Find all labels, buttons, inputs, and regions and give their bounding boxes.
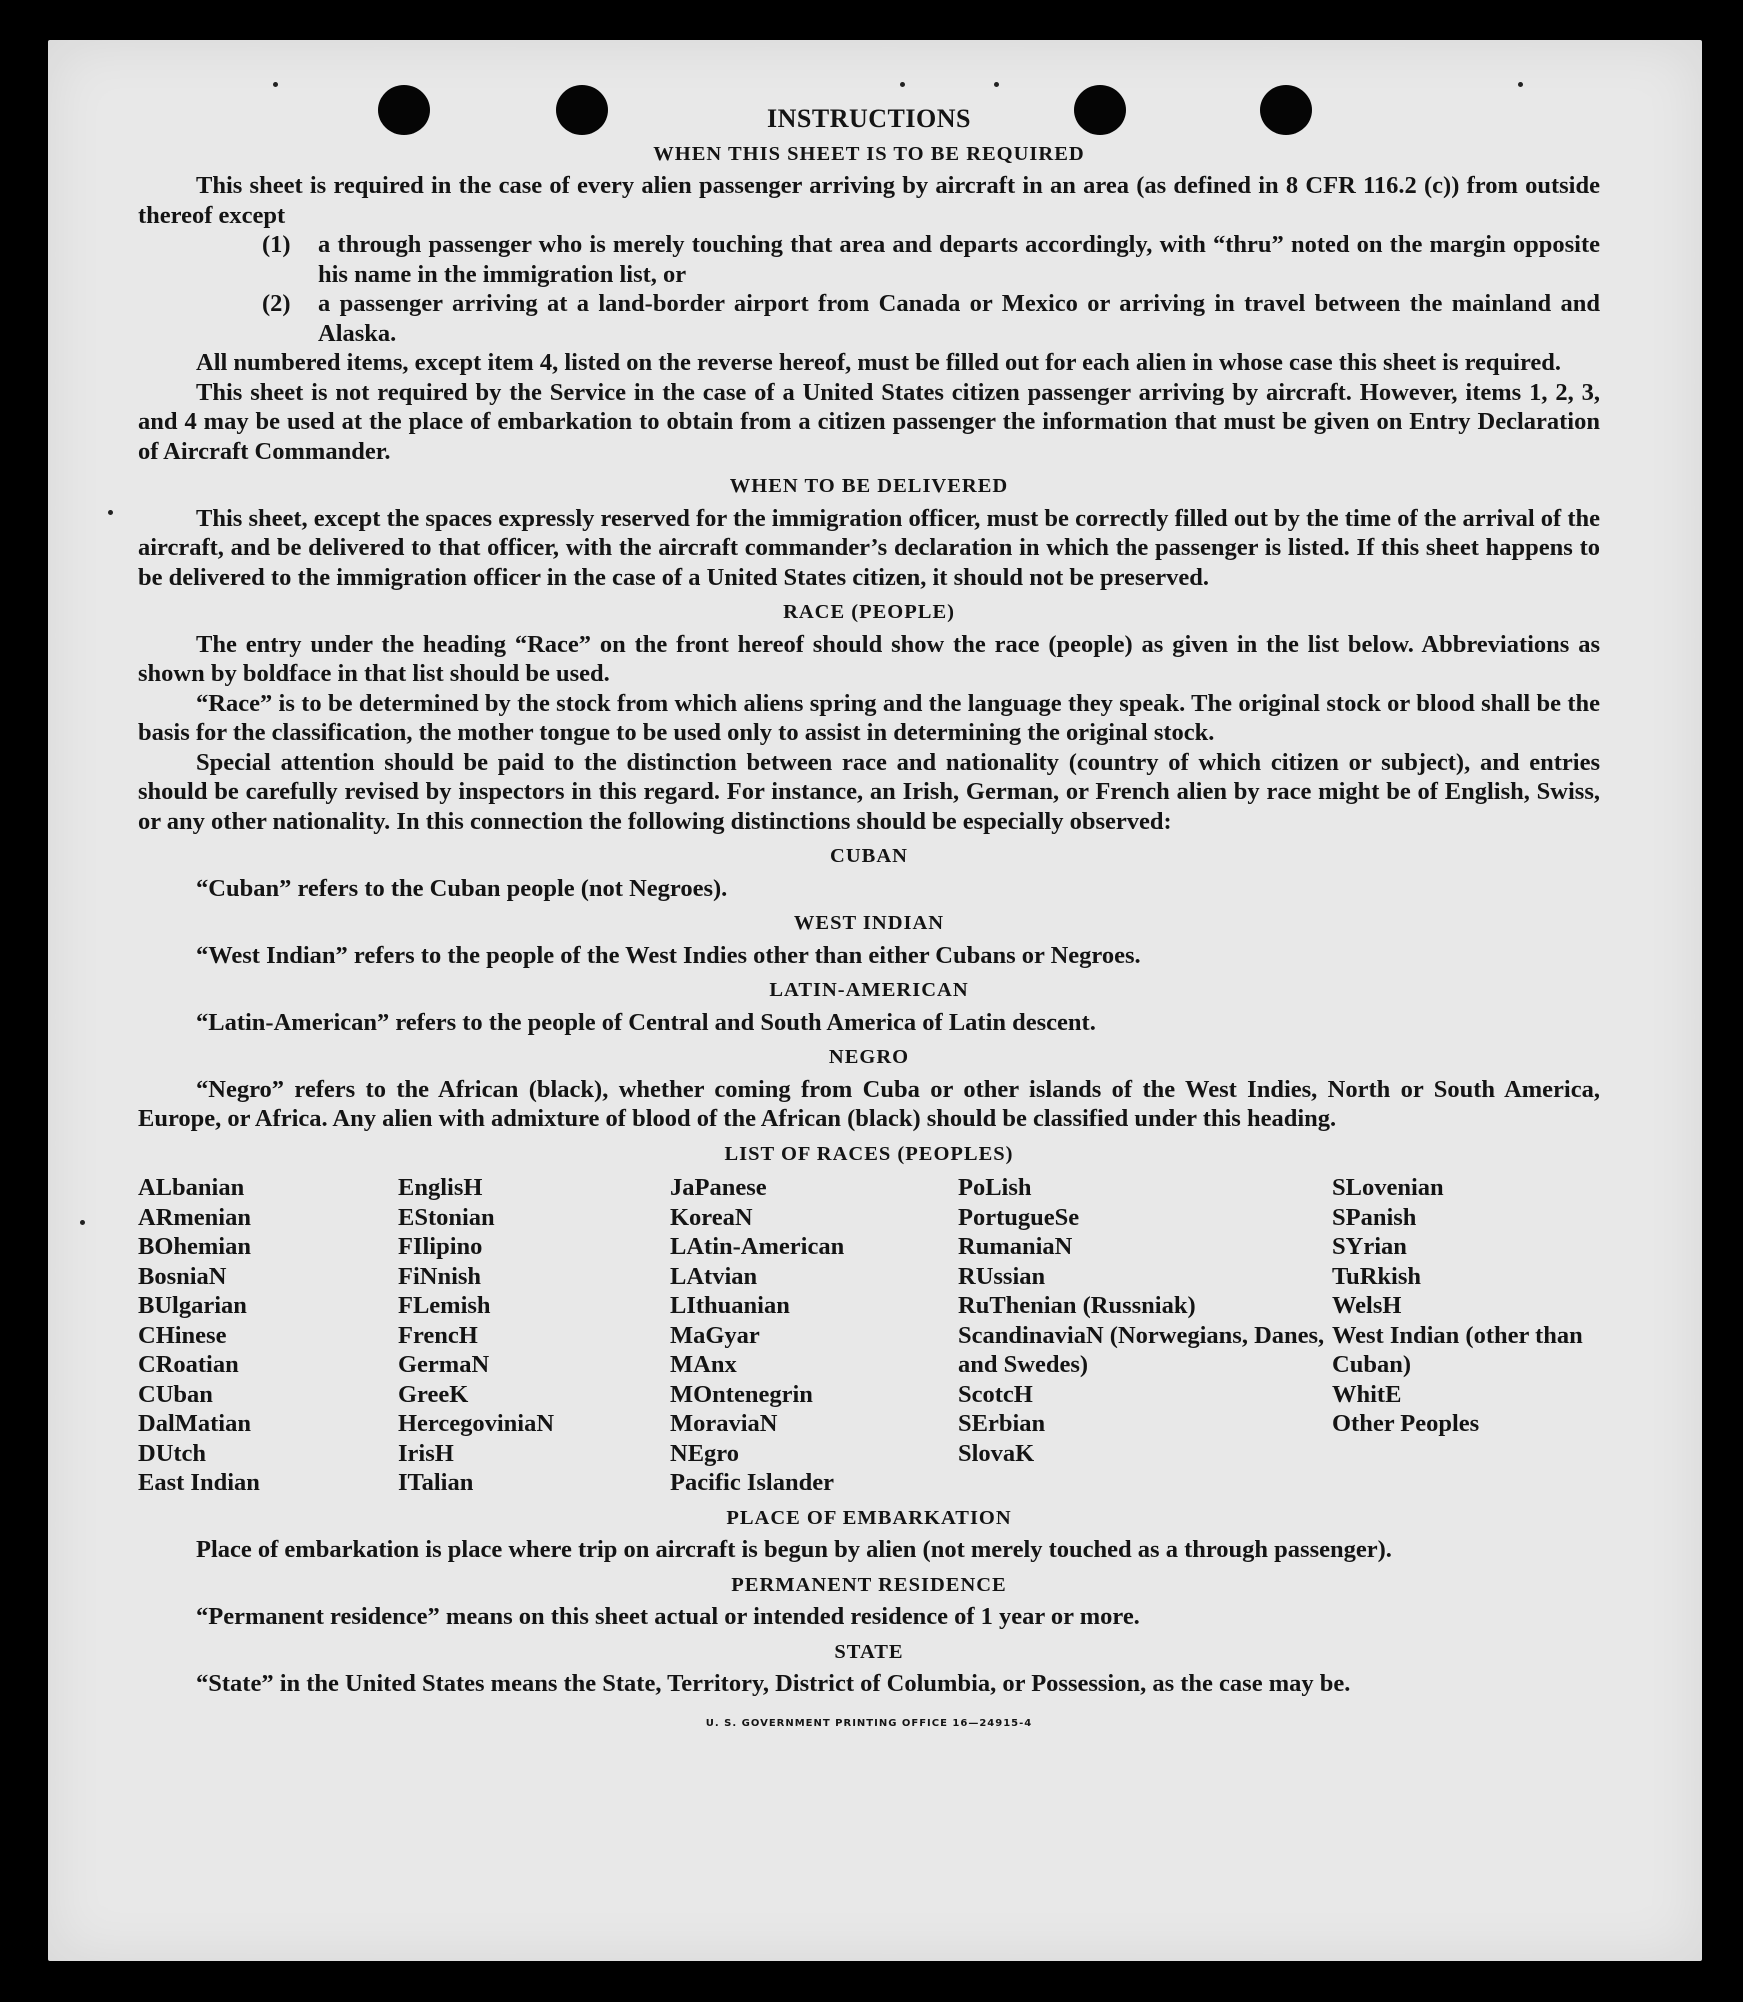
race-entry: LIthuanian (670, 1292, 790, 1319)
races-column (670, 1173, 958, 1498)
race-entry: NEgro (670, 1439, 739, 1467)
race-entry: BosniaN (138, 1262, 227, 1290)
paragraph: This sheet is not required by the Service in the case of a United States citizen passenger arriving by aircraft. However, items 1, 2, 3, and 4 may be used at the place of embarkation to obtain from a citizen passenger the information that must be given on Entry Declaration of Aircraft Commander. (138, 378, 1600, 465)
race-entry: ScandinaviaN (Norwegians, Danes, and Swedes) (958, 1321, 1325, 1378)
paragraph: The entry under the heading “Race” on the front hereof should show the race (people) as given in the list below. Abbreviations as shown by boldface in that list should be used. (138, 630, 1600, 687)
section-heading: NEGRO (828, 1046, 910, 1068)
races-column (398, 1173, 670, 1498)
race-entry: PoLish (958, 1174, 1032, 1201)
race-entry: RuThenian (Russniak) (958, 1292, 1196, 1319)
section-heading: WEST INDIAN (793, 912, 945, 934)
race-entry: FiNnish (398, 1262, 482, 1290)
section-heading: STATE (834, 1640, 904, 1663)
instructions-content (138, 104, 1600, 1738)
race-entry: Pacific Islander (670, 1469, 834, 1496)
speck (994, 82, 999, 87)
race-entry: MaGyar (670, 1321, 760, 1349)
races-list (138, 1173, 1600, 1498)
race-entry: EnglisH (398, 1174, 483, 1201)
race-entry: KoreaN (670, 1203, 753, 1231)
race-entry: GermaN (398, 1351, 490, 1378)
item-text: a through passenger who is merely touching that area and departs accordingly, with “thru” noted on the margin opposite his name in the immigration list, or (318, 231, 1600, 288)
speck (108, 510, 113, 515)
section-heading: CUBAN (830, 845, 908, 867)
race-entry: ALbanian (138, 1174, 245, 1201)
item-number: (2) (262, 290, 291, 317)
section-heading: PERMANENT RESIDENCE (731, 1573, 1007, 1596)
race-entry: GreeK (398, 1380, 469, 1408)
race-entry: SlovaK (958, 1439, 1035, 1467)
race-entry: RUssian (958, 1262, 1046, 1290)
race-entry: Other Peoples (1332, 1410, 1480, 1437)
speck (273, 82, 278, 87)
race-entry: West Indian (other than Cuban) (1332, 1321, 1583, 1378)
race-entry: MOntenegrin (670, 1380, 813, 1408)
race-entry: SErbian (958, 1410, 1046, 1437)
race-entry: IrisH (398, 1439, 454, 1467)
paragraph: Place of embarkation is place where trip on aircraft is begun by alien (not merely touched as a through passenger). (196, 1536, 1392, 1563)
section-heading: LATIN-AMERICAN (769, 979, 969, 1001)
paragraph: This sheet, except the spaces expressly reserved for the immigration officer, must be correctly filled out by the time of the arrival of the aircraft, and be delivered to that officer, with the aircraft commander’s declaration in which the passenger is listed. If this sheet happens to be delivered to the immigration officer in the case of a United States citizen, it should not be preserved. (138, 504, 1600, 591)
paragraph: This sheet is required in the case of every alien passenger arriving by aircraft in an area (as defined in 8 CFR 116.2 (c)) from outside thereof except (138, 172, 1600, 229)
races-column (958, 1173, 1332, 1498)
race-entry: DUtch (138, 1439, 207, 1467)
race-entry: SPanish (1332, 1203, 1417, 1231)
speck (1518, 82, 1523, 87)
item-text: a passenger arriving at a land-border airport from Canada or Mexico or arriving in travel between the mainland and Alaska. (318, 290, 1600, 347)
race-entry: ARmenian (138, 1203, 251, 1231)
paragraph: Special attention should be paid to the distinction between race and nationality (country of which citizen or subject), and entries should be carefully revised by inspectors in this regard. For instance, an Irish, German, or French alien by race might be of English, Swiss, or any other nationality. In this connection the following distinctions should be especially observed: (138, 748, 1600, 835)
races-column (1332, 1173, 1600, 1498)
race-entry: ITalian (398, 1469, 474, 1496)
section-heading: PLACE OF EMBARKATION (726, 1506, 1012, 1529)
race-entry: East Indian (138, 1469, 260, 1496)
race-entry: ScotcH (958, 1380, 1033, 1408)
races-column (138, 1173, 398, 1498)
section-heading: RACE (PEOPLE) (783, 601, 955, 623)
race-entry: TuRkish (1332, 1262, 1422, 1290)
race-entry: MoraviaN (670, 1410, 778, 1437)
race-entry: FLemish (398, 1292, 491, 1319)
race-entry: PortugueSe (958, 1203, 1080, 1231)
list-item (262, 289, 1600, 348)
race-entry: MAnx (670, 1351, 737, 1378)
item-number: (1) (262, 231, 291, 258)
paragraph: “Race” is to be determined by the stock from which aliens spring and the language they speak. The original stock or blood shall be the basis for the classification, the mother tongue to be used only to assist in determining the original stock. (138, 689, 1600, 746)
paragraph: “State” in the United States means the State, Territory, District of Columbia, or Possession, as the case may be. (196, 1670, 1351, 1697)
race-entry: JaPanese (670, 1174, 767, 1201)
paragraph: “Negro” refers to the African (black), whether coming from Cuba or other islands of the West Indies, North or South America, Europe, or Africa. Any alien with admixture of blood of the African (black) should be classified under this heading. (138, 1075, 1600, 1132)
paragraph: All numbered items, except item 4, listed on the reverse hereof, must be filled out for each alien in whose case this sheet is required. (196, 349, 1562, 376)
speck (80, 1220, 85, 1225)
definition: “Latin-American” refers to the people of Central and South America of Latin descent. (196, 1008, 1096, 1036)
race-entry: BUlgarian (138, 1292, 247, 1319)
section-heading: WHEN THIS SHEET IS TO BE REQUIRED (653, 142, 1085, 165)
definition: “West Indian” refers to the people of the West Indies other than either Cubans or Negroes. (196, 941, 1141, 969)
race-entry: SLovenian (1332, 1174, 1444, 1201)
race-entry: CHinese (138, 1321, 227, 1349)
race-entry: RumaniaN (958, 1233, 1073, 1260)
speck (900, 82, 905, 87)
race-entry: EStonian (398, 1203, 495, 1231)
race-entry: DalMatian (138, 1410, 251, 1437)
race-entry: LAtvian (670, 1262, 758, 1290)
section-heading: LIST OF RACES (PEOPLES) (724, 1142, 1014, 1165)
race-entry: SYrian (1332, 1233, 1407, 1260)
race-entry: LAtin-American (670, 1233, 845, 1260)
list-item (262, 230, 1600, 289)
race-entry: FIlipino (398, 1233, 483, 1260)
paragraph: “Permanent residence” means on this sheet actual or intended residence of 1 year or more. (196, 1603, 1140, 1630)
race-entry: CUban (138, 1380, 213, 1408)
printing-office-footer: U. S. GOVERNMENT PRINTING OFFICE 16—24915-4 (705, 1717, 1033, 1729)
race-entry: WhitE (1332, 1380, 1402, 1408)
race-entry: CRoatian (138, 1351, 239, 1378)
race-entry: BOhemian (138, 1233, 251, 1260)
definition: “Cuban” refers to the Cuban people (not Negroes). (196, 874, 728, 902)
page-title: INSTRUCTIONS (767, 104, 971, 133)
race-entry: WelsH (1332, 1292, 1402, 1319)
race-entry: FrencH (398, 1321, 478, 1349)
section-heading: WHEN TO BE DELIVERED (729, 475, 1009, 497)
race-entry: HercegoviniaN (398, 1410, 555, 1437)
